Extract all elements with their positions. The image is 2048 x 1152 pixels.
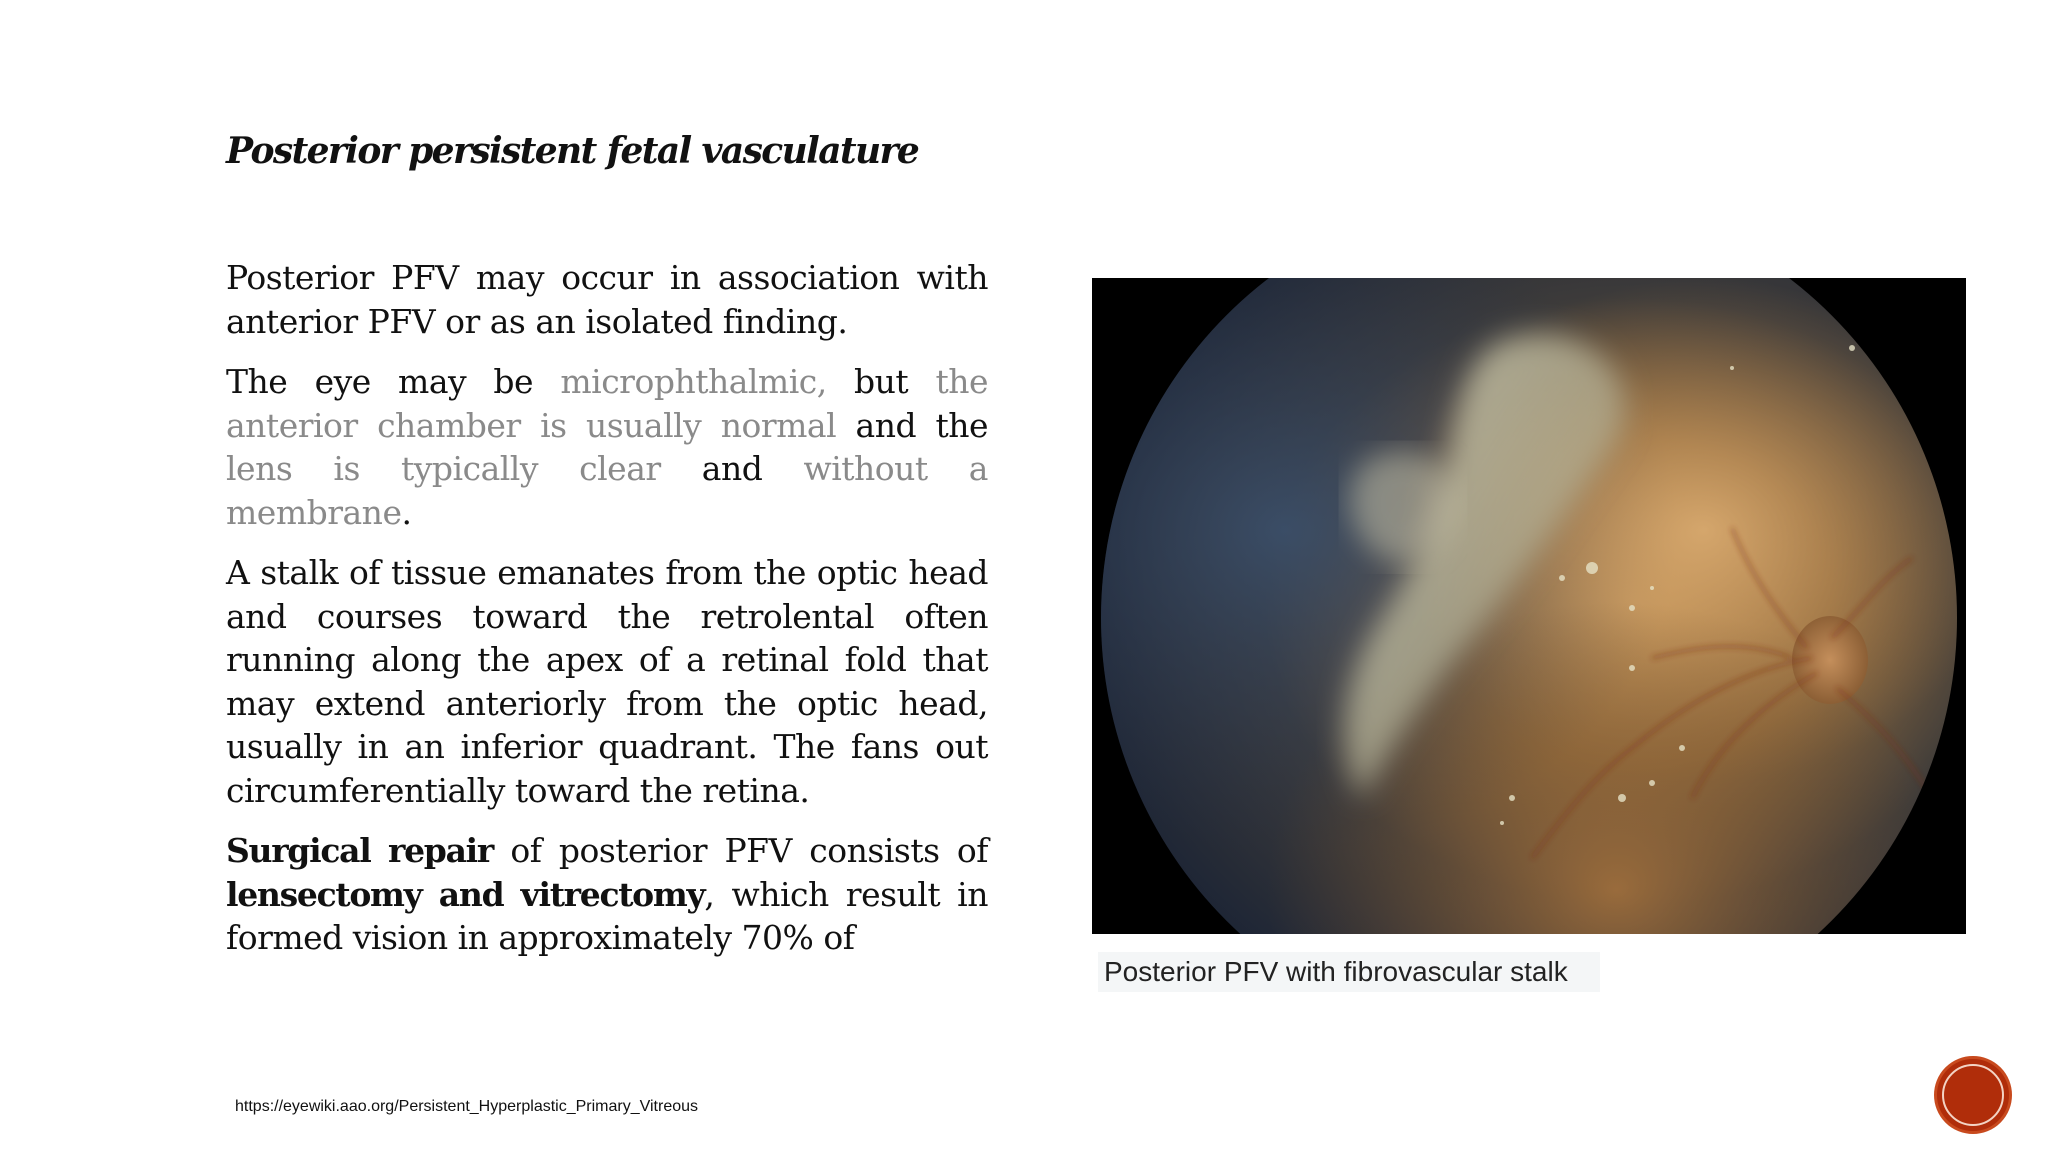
p4-text: of posterior PFV consists of: [493, 831, 988, 870]
p2-text: and the: [836, 405, 989, 445]
image-caption: Posterior PFV with fibrovascular stalk: [1098, 952, 1600, 992]
p2-text: .: [401, 492, 412, 532]
fundus-photo: [1092, 278, 1966, 934]
paragraph-2: [226, 360, 988, 534]
source-link[interactable]: https://eyewiki.aao.org/Persistent_Hyperplastic_Primary_Vitreous: [235, 1098, 699, 1115]
p2-text: The eye may be: [226, 362, 561, 401]
nav-button[interactable]: [1934, 1056, 2012, 1134]
p2-highlight: lens is typically clear: [226, 449, 661, 488]
p4-bold: Surgical repair: [226, 831, 493, 870]
paragraph-1: Posterior PFV may occur in association with anterior PFV or as an isolated finding.: [226, 258, 988, 341]
p2-highlight: without a membrane: [226, 449, 988, 532]
slide-title: Posterior persistent fetal vasculature: [226, 130, 919, 172]
p4-bold: lensectomy and vitrectomy: [226, 874, 705, 914]
p2-text: but: [826, 362, 936, 401]
p2-highlight: the anterior chamber is usually normal: [226, 362, 988, 445]
paragraph-4: [226, 829, 988, 960]
body-text: [226, 256, 988, 977]
p2-highlight: microphthalmic,: [560, 362, 827, 401]
p2-text: and: [660, 449, 804, 488]
paragraph-3: A stalk of tissue emanates from the optic head and courses toward the retrolental often running along the apex of a retinal fold that may extend anteriorly from the optic head, usually in an inferior quadrant. The fans out circumferentially toward the retina.: [226, 553, 988, 810]
p4-text: , which result in formed vision in approximately 70% of: [226, 874, 988, 957]
